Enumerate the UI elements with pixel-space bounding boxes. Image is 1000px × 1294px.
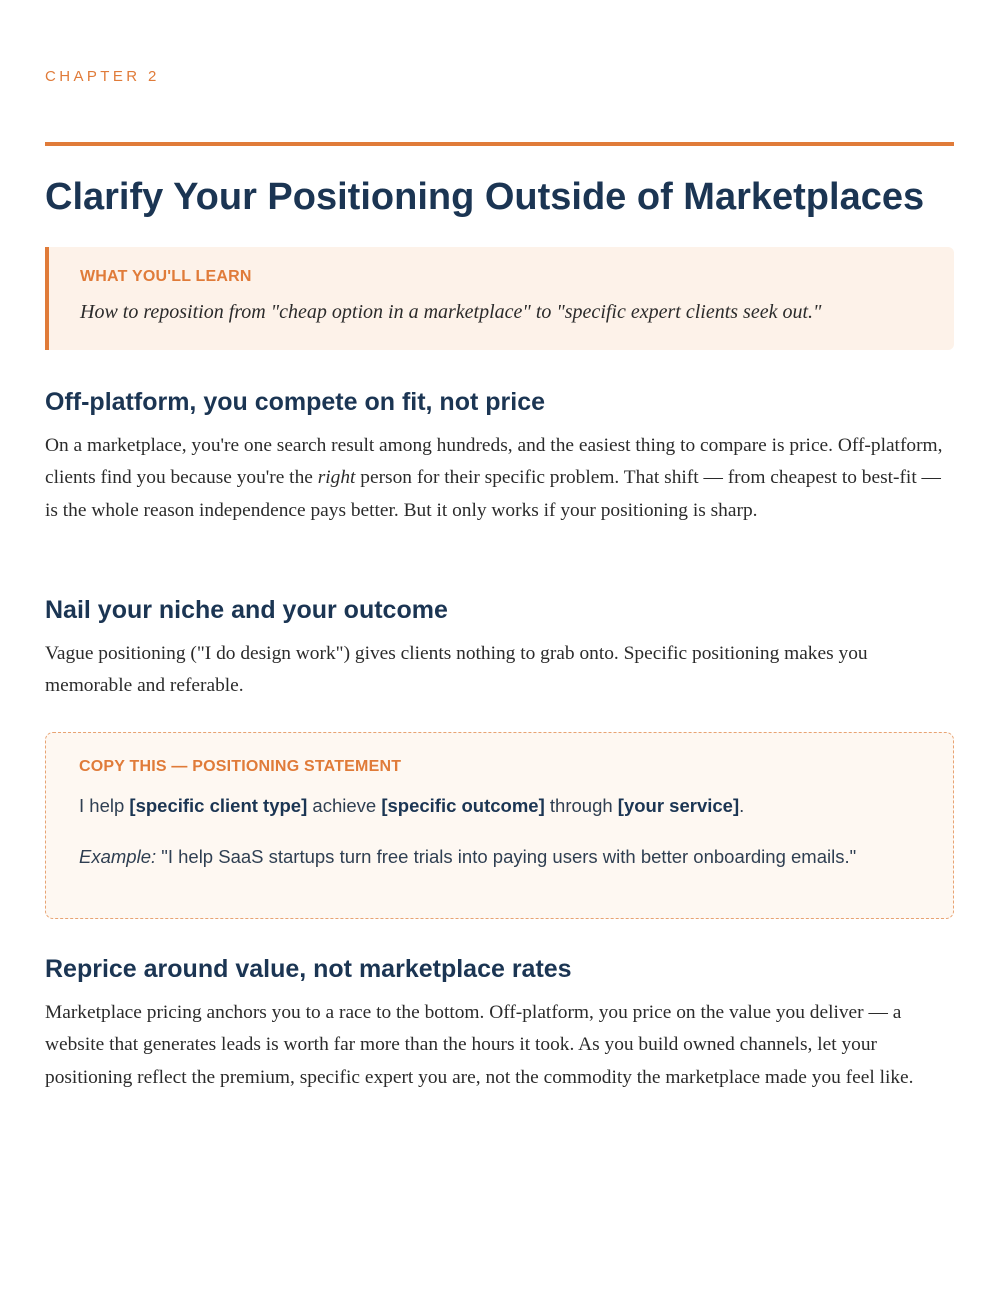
section-body-compete-on-fit	[45, 430, 954, 527]
template-example	[79, 845, 920, 869]
section-heading-nail-niche: Nail your niche and your outcome	[45, 596, 448, 624]
statement-text: .	[739, 795, 745, 816]
callout-label: WHAT YOU'LL LEARN	[80, 268, 252, 285]
statement-text: through	[544, 795, 618, 816]
example-label: Example:	[79, 846, 157, 867]
placeholder-service: [your service]	[617, 795, 740, 816]
template-statement	[79, 794, 920, 818]
placeholder-client-type: [specific client type]	[129, 795, 308, 816]
chapter-divider	[45, 142, 954, 146]
page-title: Clarify Your Positioning Outside of Marketplaces	[45, 176, 925, 218]
body-text: person for their specific problem. That shift — from cheapest to best-fit — is the whole reason independence pays better. But it only works if your positioning is sharp.	[45, 467, 941, 521]
section-body-nail-niche: Vague positioning ("I do design work") gives clients nothing to grab onto. Specific positioning makes you memorable and referable.	[45, 643, 868, 697]
statement-text: I help	[79, 795, 130, 816]
body-text: On a marketplace, you're one search result among hundreds, and the easiest thing to compare is price. Off-platform, clients find you because you're the	[45, 435, 943, 489]
callout-text: How to reposition from "cheap option in a marketplace" to "specific expert clients seek out."	[80, 301, 822, 323]
section-heading-reprice: Reprice around value, not marketplace rates	[45, 955, 572, 983]
placeholder-outcome: [specific outcome]	[381, 795, 545, 816]
positioning-statement-template	[45, 732, 954, 919]
section-body-reprice: Marketplace pricing anchors you to a race to the bottom. Off-platform, you price on the value you deliver — a website that generates leads is worth far more than the hours it took. As you build owned channels, let your positioning reflect the premium, specific expert you are, not the commodity the marketplace made you feel like.	[45, 1002, 914, 1088]
section-heading-compete-on-fit: Off-platform, you compete on fit, not price	[45, 388, 545, 416]
learning-objective-callout	[45, 247, 954, 350]
example-text: "I help SaaS startups turn free trials into paying users with better onboarding emails."	[156, 846, 857, 867]
emphasis-text: right	[317, 467, 356, 489]
chapter-label: CHAPTER 2	[45, 68, 160, 85]
statement-text: achieve	[307, 795, 382, 816]
template-label: COPY THIS — POSITIONING STATEMENT	[79, 758, 402, 775]
